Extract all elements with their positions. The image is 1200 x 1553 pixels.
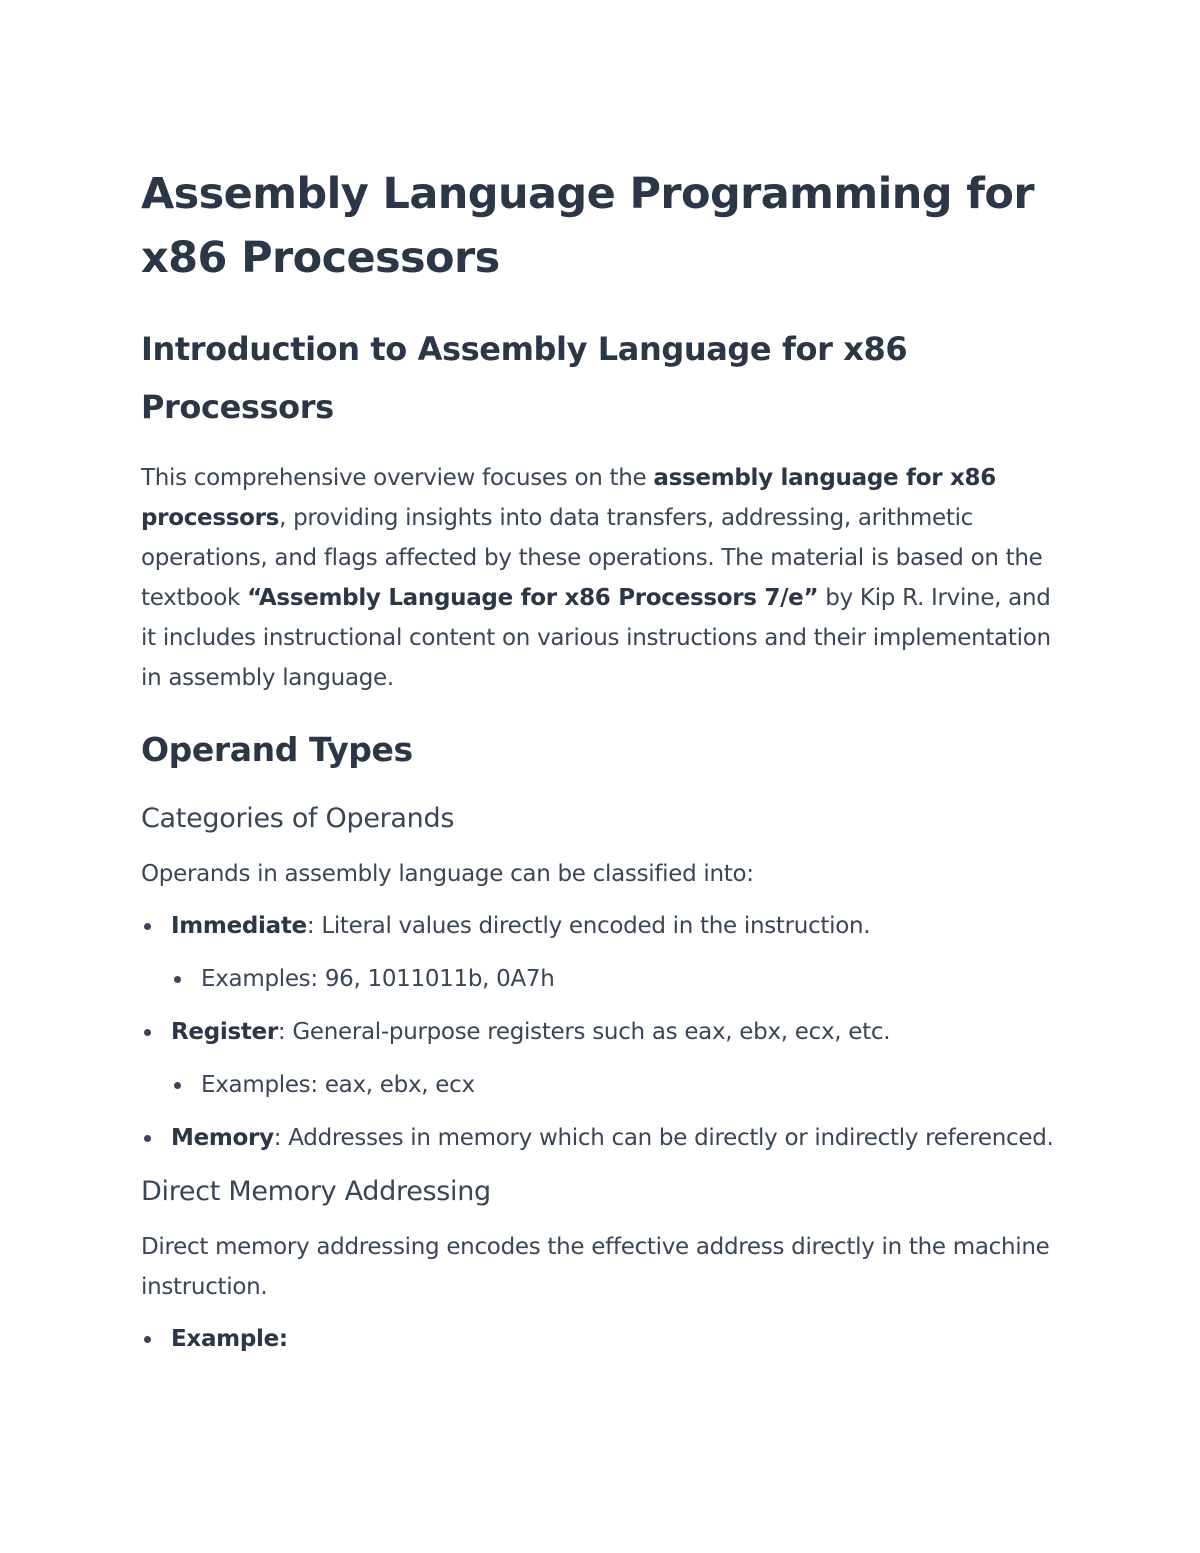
desc-memory: : Addresses in memory which can be directly or indirectly referenced. [273, 1125, 1054, 1151]
intro-heading: Introduction to Assembly Language for x86 Processors [141, 330, 908, 426]
intro-text-1: This comprehensive overview focuses on the [141, 465, 654, 491]
desc-register: : General-purpose registers such as eax, ebx, ecx, etc. [277, 1019, 891, 1045]
immediate-sub-list [171, 959, 1059, 999]
term-register: Register [171, 1019, 278, 1045]
sub-list-item [171, 1065, 1059, 1105]
bullet-icon [144, 923, 151, 930]
term-memory: Memory [171, 1125, 274, 1151]
intro-bold-1: assembly language for x86 processors [141, 465, 996, 531]
direct-example-list [141, 1319, 1059, 1359]
sub-list-item [171, 959, 1059, 999]
examples-immediate: Examples: 96, 1011011b, 0A7h [201, 966, 555, 992]
document-title: Assembly Language Programming for x86 Processors [141, 169, 1034, 283]
list-item-example [141, 1319, 1059, 1359]
register-sub-list [171, 1065, 1059, 1105]
term-immediate: Immediate [171, 913, 307, 939]
intro-bold-2: “Assembly Language for x86 Processors 7/e” [247, 585, 819, 611]
categories-lead: Operands in assembly language can be classified into: [141, 861, 754, 887]
operand-types-heading: Operand Types [141, 730, 413, 769]
bullet-icon [144, 1336, 151, 1343]
document-page [141, 162, 1059, 1372]
operand-category-list [141, 906, 1059, 1158]
list-item-register [141, 1012, 1059, 1105]
intro-paragraph [141, 458, 1059, 698]
bullet-icon [174, 1082, 181, 1089]
bullet-icon [144, 1029, 151, 1036]
example-label: Example: [171, 1326, 288, 1352]
list-item-memory [141, 1118, 1059, 1158]
examples-register: Examples: eax, ebx, ecx [201, 1072, 475, 1098]
desc-immediate: : Literal values directly encoded in the instruction. [306, 913, 871, 939]
bullet-icon [144, 1135, 151, 1142]
list-item-immediate [141, 906, 1059, 999]
bullet-icon [174, 976, 181, 983]
direct-addressing-lead: Direct memory addressing encodes the effective address directly in the machine instruction. [141, 1234, 1050, 1300]
categories-heading: Categories of Operands [141, 803, 455, 834]
direct-addressing-heading: Direct Memory Addressing [141, 1176, 491, 1207]
intro-text-2: , providing insights into data transfers, addressing, arithmetic operations, and flags affected by these operations. The material is based on the textbook [141, 505, 1043, 611]
intro-text-3: by Kip R. Irvine, and it includes instructional content on various instructions and their implementation in assembly language. [141, 585, 1051, 691]
